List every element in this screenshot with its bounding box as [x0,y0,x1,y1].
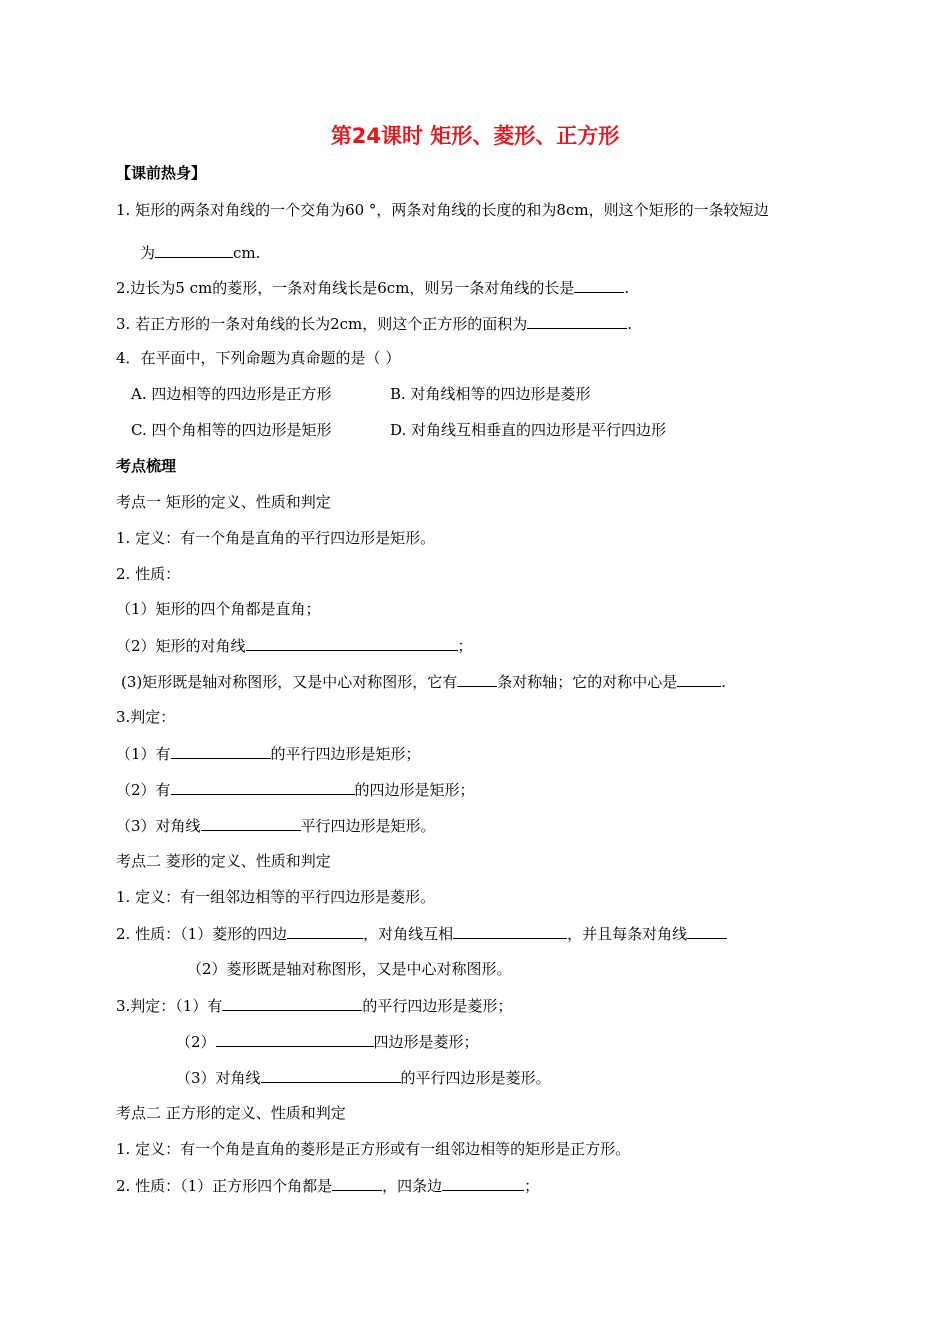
topic-3-properties: 2. 性质：（1）正方形四个角都是 ，四条边 ； [116,1177,540,1195]
warmup-heading: 【课前热身】 [116,164,207,182]
topic-3-title: 考点二 正方形的定义、性质和判定 [116,1104,346,1122]
page-title: 第24课时 矩形、菱形、正方形 [330,124,620,148]
topic-1-definition: 1. 定义：有一个角是直角的平行四边形是矩形。 [116,529,436,547]
answer-blank[interactable] [261,1067,401,1083]
answer-blank[interactable] [457,671,497,687]
topic-2-title: 考点二 菱形的定义、性质和判定 [116,852,331,870]
topic-1-judgement-2: （2）有 的四边形是矩形； [116,781,475,799]
topic-1-property-1: （1）矩形的四个角都是直角； [116,600,321,618]
answer-blank[interactable] [574,277,624,293]
answer-blank[interactable] [687,923,727,939]
answer-blank[interactable] [442,1175,524,1191]
answer-blank[interactable] [287,923,363,939]
answer-blank[interactable] [677,671,721,687]
answer-blank[interactable] [222,995,362,1011]
topic-1-judgement-3: （3）对角线 平行四边形是矩形。 [116,817,436,835]
topic-2-properties: 2. 性质：（1）菱形的四边 ，对角线互相 ，并且每条对角线 [116,923,727,944]
option-d: D. 对角线互相垂直的四边形是平行四边形 [390,421,667,439]
option-a: A. 四边相等的四边形是正方形 [131,385,332,403]
answer-blank[interactable] [246,635,458,651]
topic-1-judgement-label: 3.判定： [116,708,176,726]
question-1-line-2: 为 cm. [140,244,261,262]
topic-1-property-2: （2）矩形的对角线 ； [116,637,473,655]
answer-blank[interactable] [527,313,627,329]
answer-blank[interactable] [171,779,355,795]
question-3: 3. 若正方形的一条对角线的长为2cm，则这个正方形的面积为 . [116,315,633,333]
option-c: C. 四个角相等的四边形是矩形 [131,421,332,439]
topic-2-definition: 1. 定义：有一组邻边相等的平行四边形是菱形。 [116,888,436,906]
topic-2-property-2: （2）菱形既是轴对称图形，又是中心对称图形。 [187,960,512,978]
topic-2-judgement-2: （2） 四边形是菱形； [176,1033,479,1051]
answer-blank[interactable] [171,743,271,759]
answer-blank[interactable] [216,1031,374,1047]
answer-blank[interactable] [201,815,301,831]
review-heading: 考点梳理 [116,457,177,475]
answer-blank[interactable] [332,1175,382,1191]
topic-2-judgement-3: （3）对角线 的平行四边形是菱形。 [176,1069,551,1087]
topic-1-title: 考点一 矩形的定义、性质和判定 [116,493,331,511]
answer-blank[interactable] [155,242,233,258]
answer-blank[interactable] [453,923,567,939]
option-b: B. 对角线相等的四边形是菱形 [390,385,591,403]
question-1-line-1: 1. 矩形的两条对角线的一个交角为60 °，两条对角线的长度的和为8cm，则这个矩形的一条较短边 [116,201,769,219]
topic-3-definition: 1. 定义：有一个角是直角的菱形是正方形或有一组邻边相等的矩形是正方形。 [116,1140,631,1158]
topic-1-property-3: (3)矩形既是轴对称图形，又是中心对称图形，它有 条对称轴；它的对称中心是 . [121,673,727,691]
topic-1-properties-label: 2. 性质： [116,565,181,583]
question-4: 4．在平面中，下列命题为真命题的是（ ） [116,349,401,367]
question-2: 2.边长为5 cm的菱形，一条对角线长是6cm，则另一条对角线的长是 . [116,279,630,297]
topic-2-judgement-1: 3.判定：（1）有 的平行四边形是菱形； [116,997,513,1015]
topic-1-judgement-1: （1）有 的平行四边形是矩形； [116,745,421,763]
